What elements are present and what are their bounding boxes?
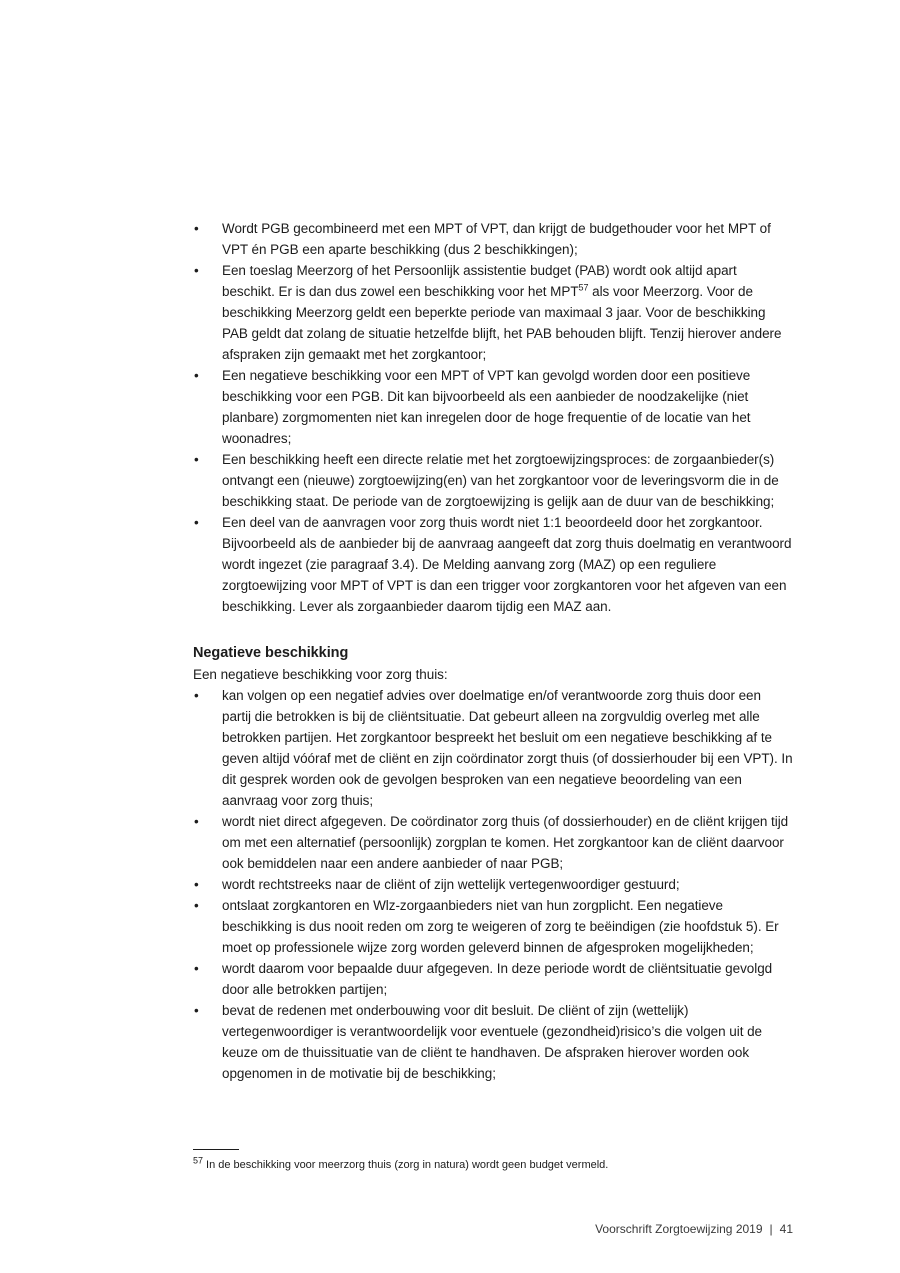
bullet-icon: • [194, 961, 199, 976]
bullet-icon: • [194, 688, 199, 703]
bullet-icon: • [194, 877, 199, 892]
list-item [193, 895, 793, 958]
page-footer [595, 1222, 793, 1236]
bullet-icon: • [194, 368, 199, 383]
bullet-icon: • [194, 814, 199, 829]
list-item [193, 811, 793, 874]
footnote-text: In de beschikking voor meerzorg thuis (zorg in natura) wordt geen budget vermeld. [206, 1159, 609, 1171]
list-item [193, 874, 793, 895]
footnote [193, 1155, 793, 1173]
section-heading: Negatieve beschikking [193, 645, 349, 661]
bullet-icon: • [194, 263, 199, 278]
list-item [193, 1000, 793, 1084]
bullet-icon: • [194, 452, 199, 467]
item-text: wordt daarom voor bepaalde duur afgegeven. In deze periode wordt de cliëntsituatie gevolgd door alle betrokken partijen; [222, 961, 773, 997]
item-text: Wordt PGB gecombineerd met een MPT of VPT, dan krijgt de budgethouder voor het MPT of VPT én PGB een aparte beschikking (dus 2 beschikkingen); [222, 221, 771, 257]
item-text: wordt niet direct afgegeven. De coördinator zorg thuis (of dossierhouder) en de cliënt krijgen tijd om met een alternatief (persoonlijk) zorgplan te komen. Het zorgkantoor kan de cliënt daarvoor ook bemiddelen naar een andere aanbieder of naar PGB; [222, 814, 789, 871]
item-text: Een deel van de aanvragen voor zorg thuis wordt niet 1:1 beoordeeld door het zorgkantoor. Bijvoorbeeld als de aanbieder bij de aanvraag aangeeft dat zorg thuis doelmatig en verantwoord wordt ingezet (zie paragraaf 3.4). De Melding aanvang zorg (MAZ) op een reguliere zorgtoewijzing voor MPT of VPT is dan een trigger voor zorgkantoren voor het afgeven van een beschikking. Lever als zorgaanbieder daarom tijdig een MAZ aan. [222, 515, 792, 614]
item-text: Een beschikking heeft een directe relatie met het zorgtoewijzingsproces: de zorgaanbieder(s) ontvangt een (nieuwe) zorgtoewijzing(en) van het zorgkantoor voor de leveringsvorm die in de beschikking staat. De periode van de zorgtoewijzing is gelijk aan de duur van de beschikking; [222, 452, 779, 509]
list-item [193, 512, 793, 617]
item-text: bevat de redenen met onderbouwing voor dit besluit. De cliënt of zijn (wettelijk) vertegenwoordiger is verantwoordelijk voor eventuele (gezondheid)risico’s die volgen uit de keuze om de thuissituatie van de cliënt te handhaven. De afspraken hierover worden ook opgenomen in de motivatie bij de beschikking; [222, 1003, 763, 1081]
section-intro: Een negatieve beschikking voor zorg thuis: [193, 667, 448, 682]
bullet-icon: • [194, 515, 199, 530]
page-number: 41 [779, 1222, 793, 1236]
footer-title: Voorschrift Zorgtoewijzing 2019 [595, 1222, 763, 1236]
page-content [193, 218, 793, 1084]
bullet-icon: • [194, 1003, 199, 1018]
list-item [193, 958, 793, 1000]
item-text: Een negatieve beschikking voor een MPT of VPT kan gevolgd worden door een positieve beschikking voor een PGB. Dit kan bijvoorbeeld als een aanbieder de noodzakelijke (niet planbare) zorgmomenten niet kan inregelen door de hoge frequentie of de locatie van het woonadres; [222, 368, 751, 446]
footnote-separator [193, 1149, 239, 1150]
list-item [193, 218, 793, 260]
footnote-marker: 57 [193, 1155, 204, 1166]
list-item [193, 260, 793, 365]
footnote-ref: 57 [578, 282, 589, 293]
item-text: Een toeslag Meerzorg of het Persoonlijk assistentie budget (PAB) wordt ook altijd apart beschikt. Er is dan dus zowel een beschikking voor het MPT [222, 263, 737, 299]
bullet-list-beschikkingen [193, 218, 793, 617]
item-text: wordt rechtstreeks naar de cliënt of zijn wettelijk vertegenwoordiger gestuurd; [222, 877, 680, 892]
bullet-icon: • [194, 221, 199, 236]
item-text: kan volgen op een negatief advies over doelmatige en/of verantwoorde zorg thuis door een partij die betrokken is bij de cliëntsituatie. Dat gebeurt alleen na zorgvuldig overleg met alle betrokken partijen. Het zorgkantoor bespreekt het besluit om een negatieve beschikking af te geven altijd vóóraf met de cliënt en zijn coördinator zorgt thuis (of dossierhouder bij een VPT). In dit gesprek worden ook de gevolgen besproken van een negatieve beoordeling van een aanvraag voor zorg thuis; [222, 688, 793, 808]
footer-separator: | [769, 1222, 773, 1236]
list-item [193, 365, 793, 449]
item-text: als voor Meerzorg. Voor de beschikking Meerzorg geldt een beperkte periode van maximaal 3 jaar. Voor de beschikking PAB geldt dat zolang de situatie hetzelfde blijft, het PAB behouden blijft. Tenzij hierover andere afspraken zijn gemaakt met het zorgkantoor; [222, 284, 782, 362]
item-text: ontslaat zorgkantoren en Wlz-zorgaanbieders niet van hun zorgplicht. Een negatieve beschikking is dus nooit reden om zorg te weigeren of zorg te beëindigen (zie hoofdstuk 5). Er moet op professionele wijze zorg worden geleverd binnen de afgesproken mogelijkheden; [222, 898, 779, 955]
list-item [193, 685, 793, 811]
bullet-icon: • [194, 898, 199, 913]
bullet-list-negatieve-beschikking [193, 685, 793, 1084]
list-item [193, 449, 793, 512]
